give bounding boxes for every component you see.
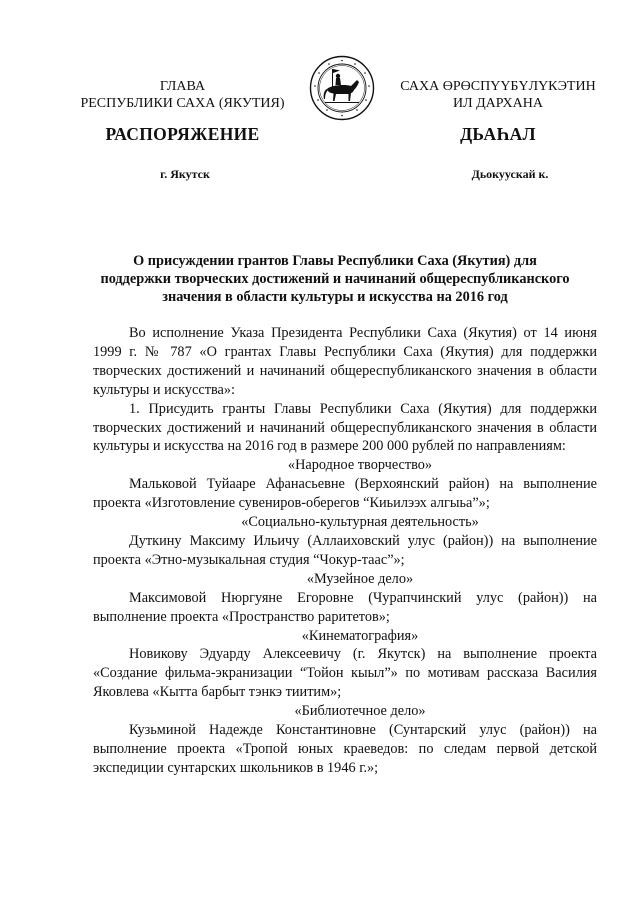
grant-item: Новикову Эдуарду Алексеевичу (г. Якутск) на выполнение проекта «Создание фильма-экранизации “Тойон кыыл”» по мотивам рассказа Василия Яковлева «Кытта барбыт тэнкэ тиитим»; <box>93 646 597 701</box>
city-sakha: Дьокуускай к. <box>471 167 549 181</box>
grant-item: Дуткину Максиму Ильичу (Аллаиховский улус (район)) на выполнение проекта «Этно-музыкальная студия “Чокур-таас”»; <box>93 532 597 568</box>
city-ru: г. Якутск <box>160 167 210 181</box>
grant-item: Кузьминой Надежде Константиновне (Сунтарский улус (район)) на выполнение проекта «Тропой юных краеведов: по следам первой детской экспедиции сунтарских школьников в 1946 г.»; <box>93 722 597 776</box>
header-right-block <box>376 78 620 112</box>
title-line: поддержки творческих достижений и начинаний общереспубликанского <box>100 271 570 287</box>
direction-heading: «Социально-культурная деятельность» <box>241 514 479 531</box>
preamble-paragraph: Во исполнение Указа Президента Республики Саха (Якутия) от 14 июня 1999 г. № 787 «О грантах Главы Республики Саха (Якутия) для поддержки творческих достижений и начинаний общереспубликанского значения в области культуры и искусства»: <box>93 325 597 398</box>
grant-item: Мальковой Туйааре Афанасьевне (Верхоянский район) на выполнение проекта «Изготовление сувениров-оберегов “Киьилээх алгыьа”»; <box>93 476 597 512</box>
grant-item: Максимовой Нюргуяне Егоровне (Чурапчинский улус (район)) на выполнение проекта «Пространство раритетов»; <box>93 589 597 625</box>
document-body <box>93 324 597 778</box>
header-right-line1: САХА ӨРӨСПҮҮБҮЛҮКЭТИН <box>400 79 596 94</box>
title-line: О присуждении грантов Главы Республики Саха (Якутия) для <box>133 253 537 269</box>
doc-type-ru: РАСПОРЯЖЕНИЕ <box>105 124 260 144</box>
direction-heading: «Библиотечное дело» <box>294 703 426 720</box>
doc-type-sakha: ДЬАҺАЛ <box>460 124 536 144</box>
header-left-line2: РЕСПУБЛИКИ САХА (ЯКУТИЯ) <box>80 96 285 111</box>
direction-heading: «Народное творчество» <box>287 457 433 474</box>
header-left-line1: ГЛАВА <box>159 79 206 94</box>
document-title <box>70 252 600 306</box>
header-left-block <box>60 78 305 112</box>
clause-1-paragraph: 1. Присудить гранты Главы Республики Саха (Якутия) для поддержки творческих достижений и начинаний общереспубликанского значения в области культуры и искусства на 2016 год в размере 200 000 рублей по направлениям: <box>93 400 597 455</box>
direction-heading: «Кинематография» <box>301 627 419 644</box>
coat-of-arms-emblem <box>309 55 375 121</box>
header-right-line2: ИЛ ДАРХАНА <box>452 96 543 111</box>
title-line: значения в области культуры и искусства на 2016 год <box>162 289 508 305</box>
direction-heading: «Музейное дело» <box>306 570 414 587</box>
